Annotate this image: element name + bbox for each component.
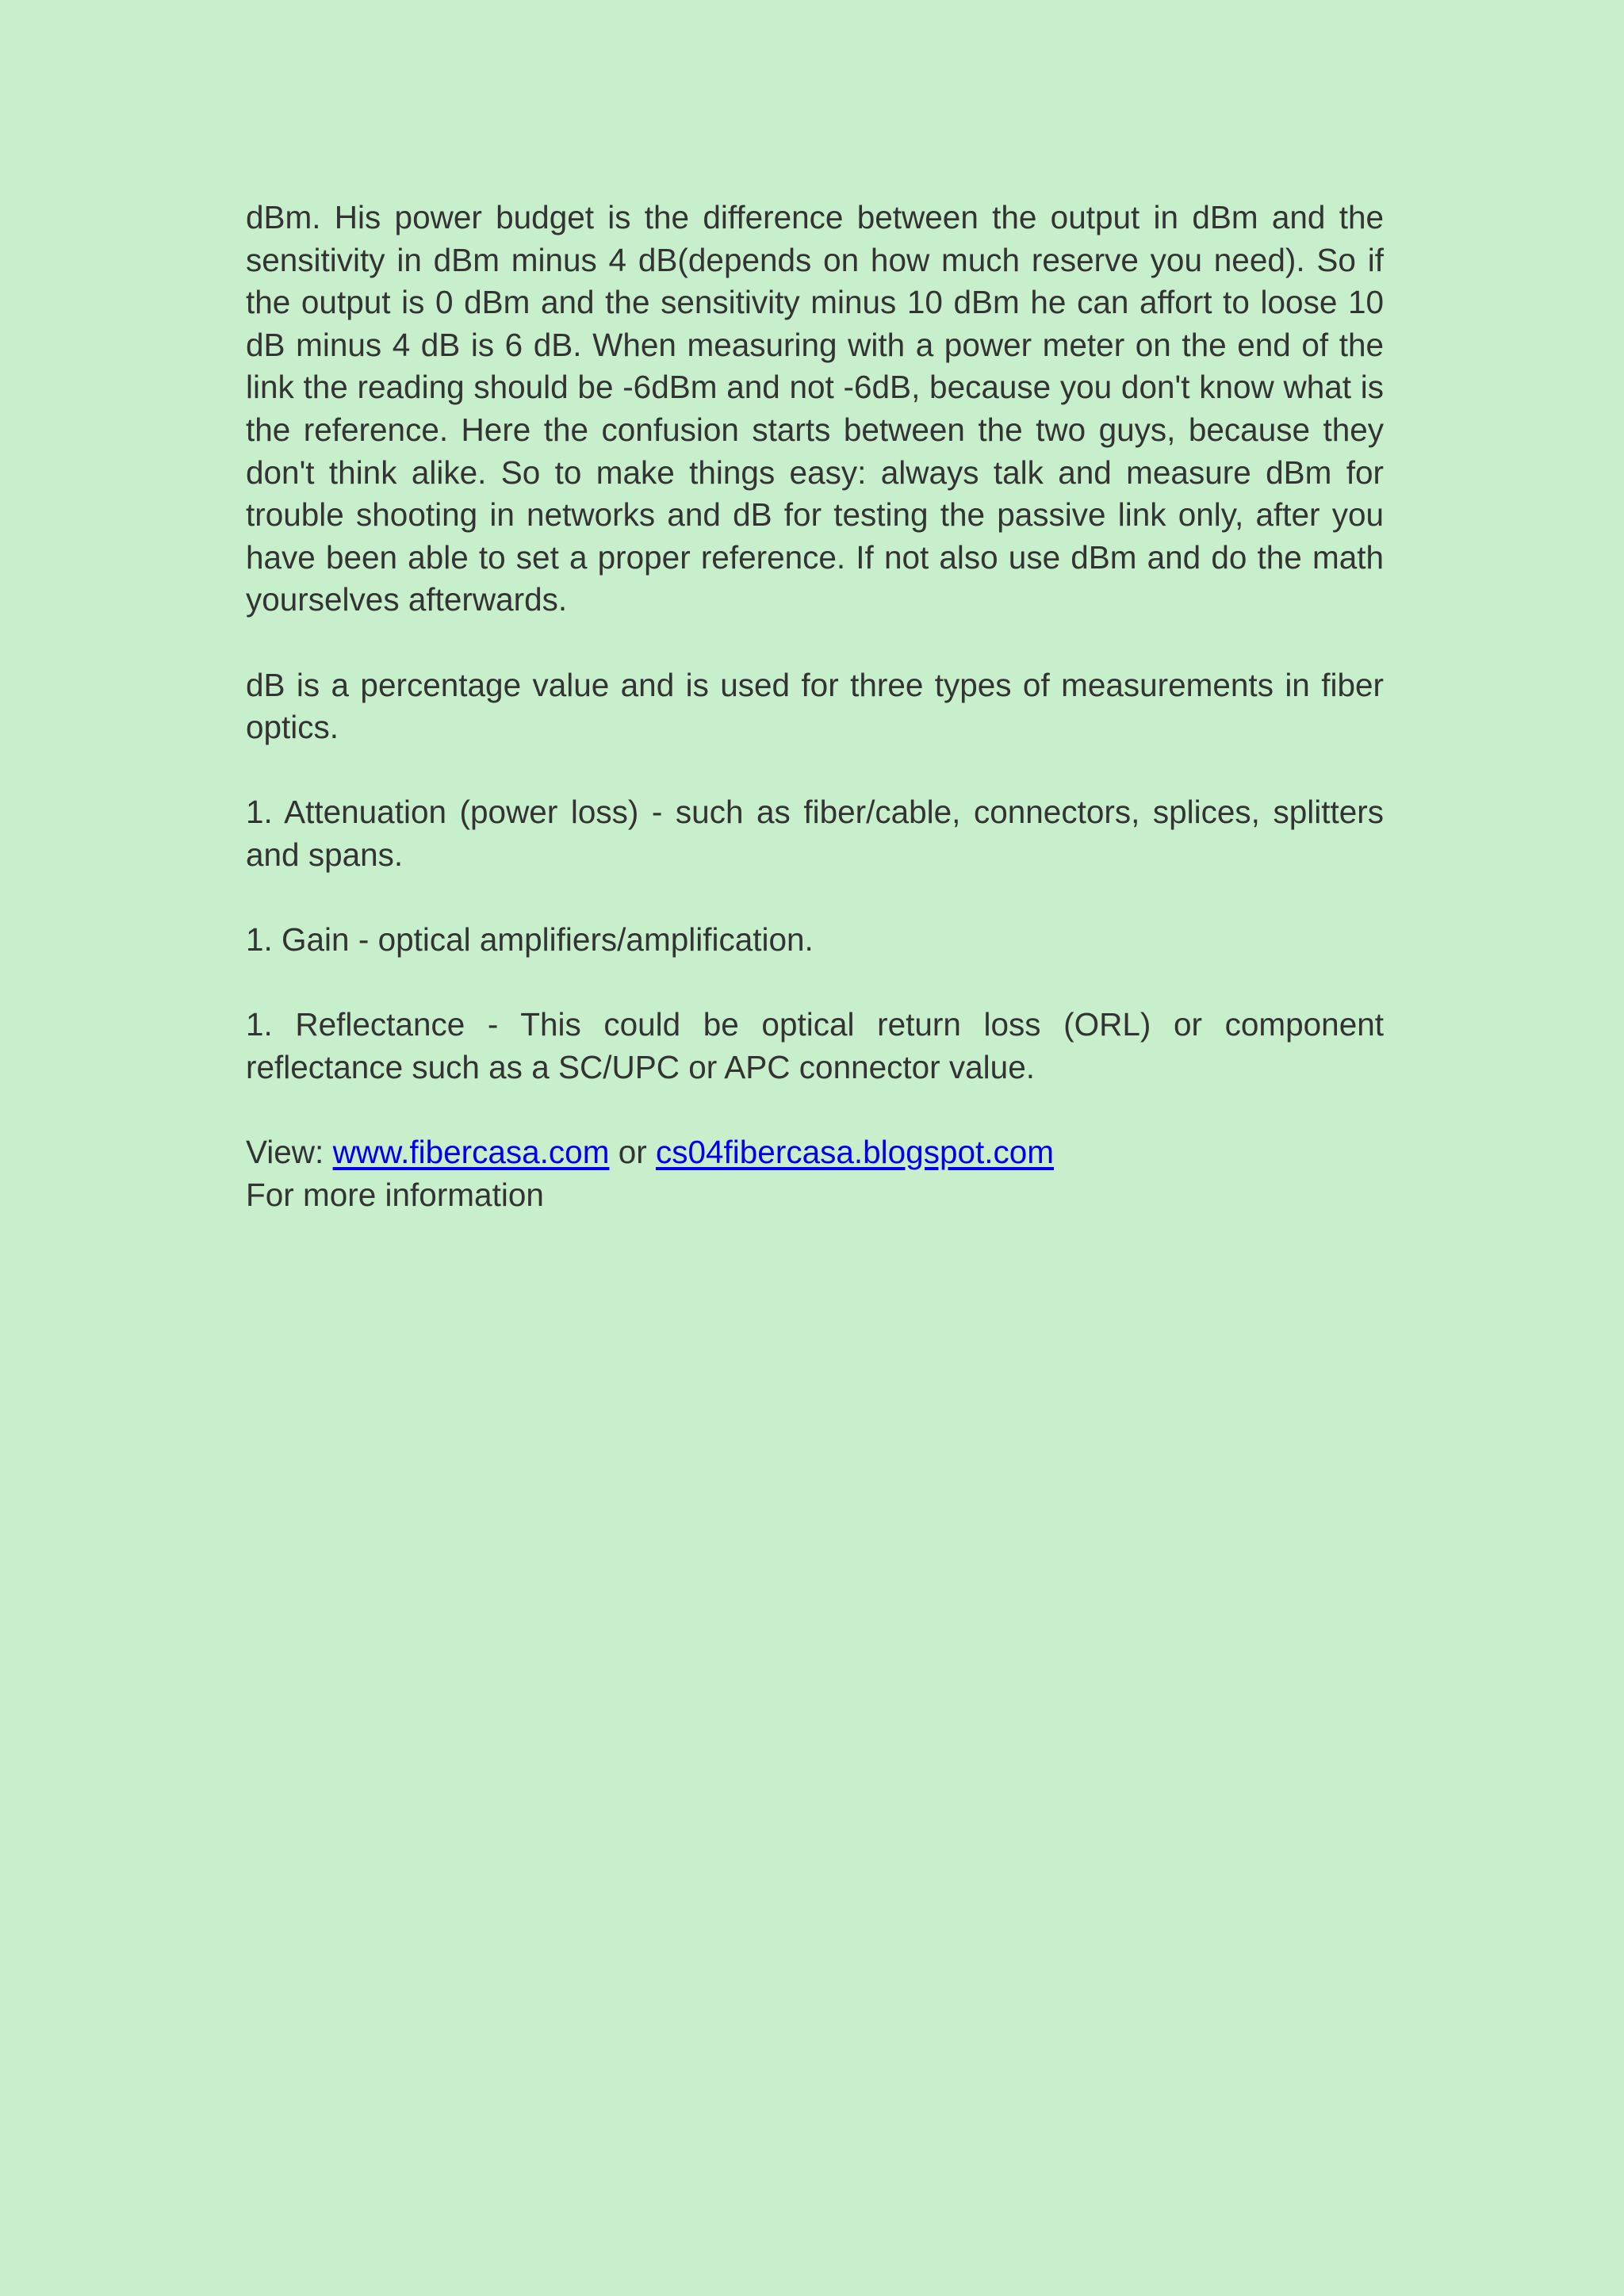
paragraph-gap (246, 962, 1384, 1004)
paragraph-db-definition: dB is a percentage value and is used for three types of measurements in fiber optics. (246, 666, 1384, 746)
paragraph-gap (246, 749, 1384, 792)
view-links-line (246, 1131, 1384, 1174)
list-item-attenuation: 1. Attenuation (power loss) - such as fiber/cable, connectors, splices, splitters and spans. (246, 794, 1384, 873)
document-body (246, 197, 1384, 1216)
more-information-text: For more information (246, 1176, 544, 1213)
list-item-reflectance: 1. Reflectance - This could be optical return loss (ORL) or component reflectance such as a SC/UPC or APC connector value. (246, 1006, 1384, 1085)
paragraph-gap (246, 1089, 1384, 1131)
view-label: View: (246, 1134, 324, 1171)
blogspot-link[interactable]: cs04fibercasa.blogspot.com (655, 1134, 1055, 1171)
paragraph-power-budget: dBm. His power budget is the difference between the output in dBm and the sensitivity in dBm minus 4 dB(depends on how much reserve you need). So if the output is 0 dBm and the sensitivity minus 10 dBm he can affort to loose 10 dB minus 4 dB is 6 dB. When measuring with a power meter on the end of the link the reading should be -6dBm and not -6dB, because you don't know what is the reference. Here the confusion starts between the two guys, because they don't think alike. So to make things easy: always talk and measure dBm for trouble shooting in networks and dB for testing the passive link only, after you have been able to set a proper reference. If not also use dBm and do the math yourselves afterwards. (246, 199, 1384, 618)
or-text: or (618, 1134, 647, 1171)
paragraph-gap (246, 877, 1384, 920)
paragraph-gap (246, 622, 1384, 664)
fibercasa-link[interactable]: www.fibercasa.com (332, 1134, 610, 1171)
list-item-gain: 1. Gain - optical amplifiers/amplification. (246, 921, 814, 959)
